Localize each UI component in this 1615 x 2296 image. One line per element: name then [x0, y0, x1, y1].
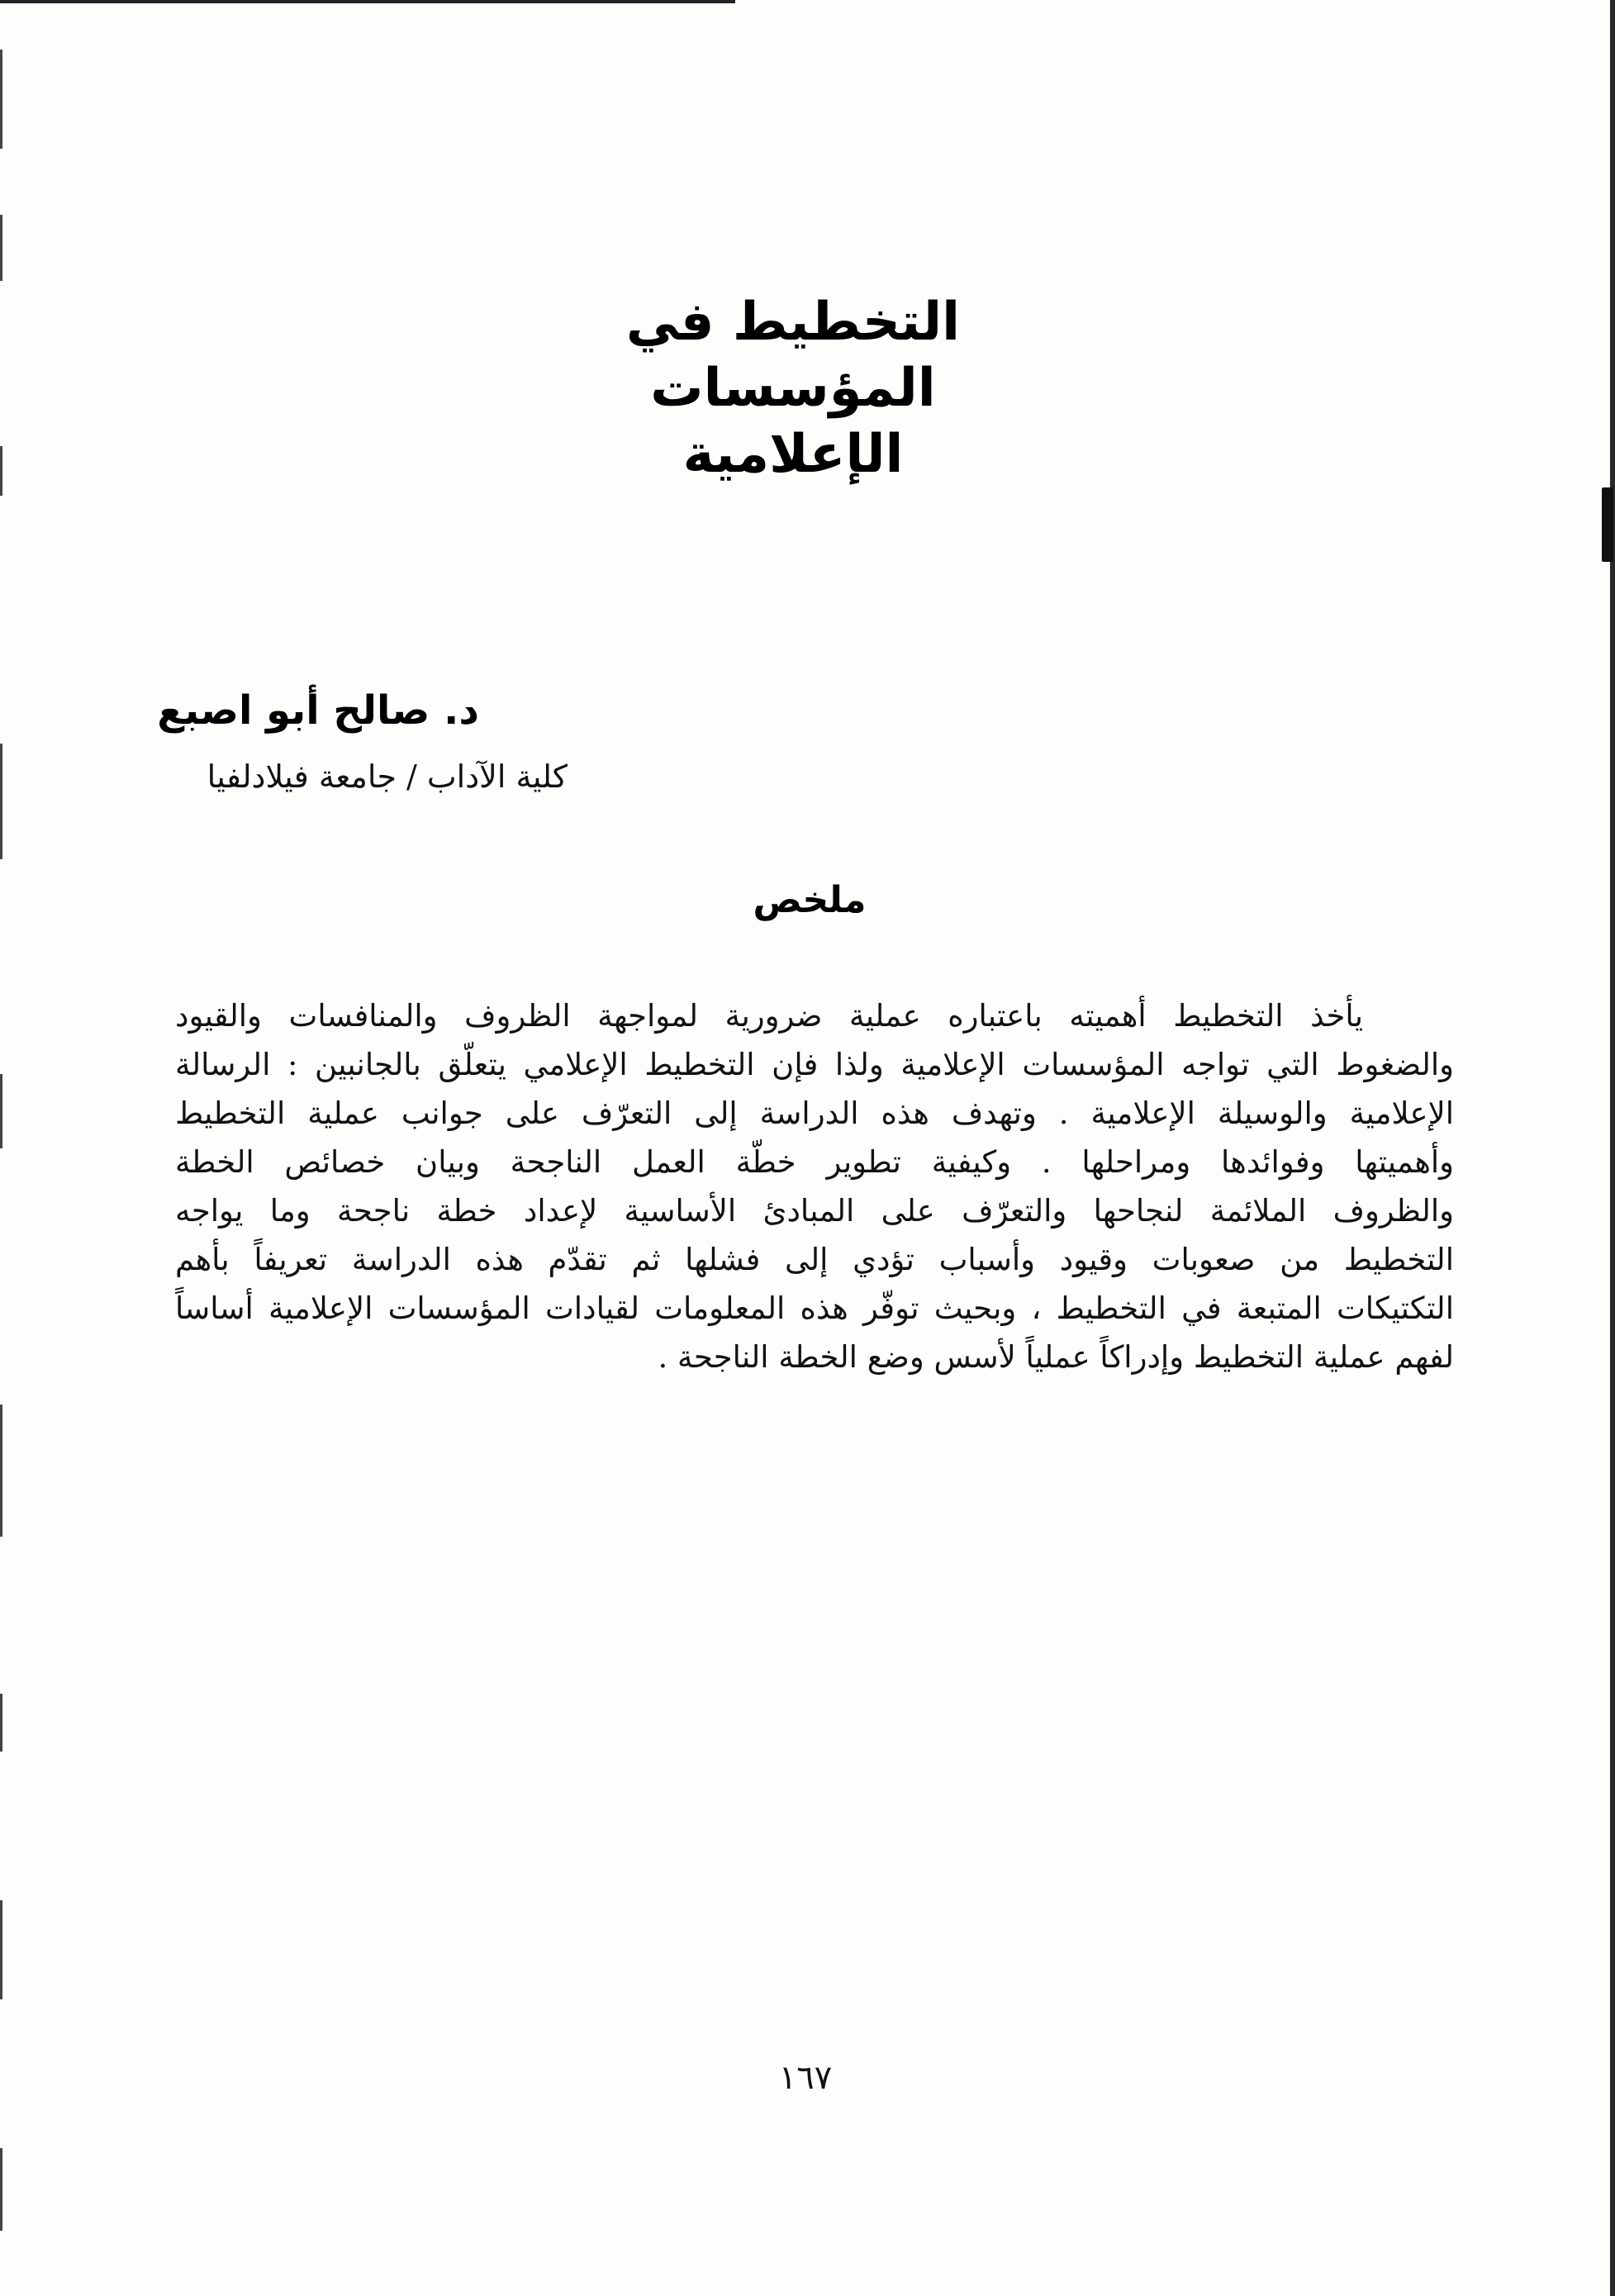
abstract-line: والظروف الملائمة لنجاحها والتعرّف على المبادئ الأساسية لإعداد خطة ناجحة وما يواجه — [175, 1193, 1454, 1229]
abstract-line: يأخذ التخطيط أهميته باعتباره عملية ضرورية لمواجهة الظروف والمنافسات والقيود — [175, 998, 1363, 1034]
abstract-line: الإعلامية والوسيلة الإعلامية . وتهدف هذه الدراسة إلى التعرّف على جوانب عملية التخطيط — [175, 1096, 1454, 1131]
abstract-heading: ملخص — [753, 879, 867, 921]
title-line-2: الإعلامية — [682, 424, 904, 485]
abstract-body — [175, 991, 1454, 1381]
title-line-1: التخطيط في المؤسسات — [625, 292, 961, 419]
scan-right-edge — [1610, 0, 1615, 2296]
author-name: د. صالح أبو اصبع — [157, 687, 479, 734]
abstract-line: وأهميتها وفوائدها ومراحلها . وكيفية تطوير خطّة العمل الناجحة وبيان خصائص الخطة — [175, 1144, 1454, 1180]
author-affiliation: كلية الآداب / جامعة فيلادلفيا — [207, 758, 568, 795]
abstract-line: لفهم عملية التخطيط وإدراكاً عملياً لأسس وضع الخطة الناجحة . — [658, 1339, 1454, 1375]
article-title — [529, 289, 1057, 487]
scan-right-notch — [1602, 487, 1613, 562]
page-number: ١٦٧ — [778, 2059, 833, 2097]
scan-top-edge-line — [0, 0, 735, 3]
scan-left-edge-marks — [0, 0, 3, 2296]
abstract-line: والضغوط التي تواجه المؤسسات الإعلامية ولذا فإن التخطيط الإعلامي يتعلّق بالجانبين : الرسالة — [175, 1047, 1454, 1082]
abstract-line: التخطيط من صعوبات وقيود وأسباب تؤدي إلى فشلها ثم تقدّم هذه الدراسة تعريفاً بأهم — [175, 1242, 1454, 1277]
abstract-line: التكتيكات المتبعة في التخطيط ، وبحيث توفّر هذه المعلومات لقيادات المؤسسات الإعلامية أساساً — [175, 1291, 1454, 1326]
